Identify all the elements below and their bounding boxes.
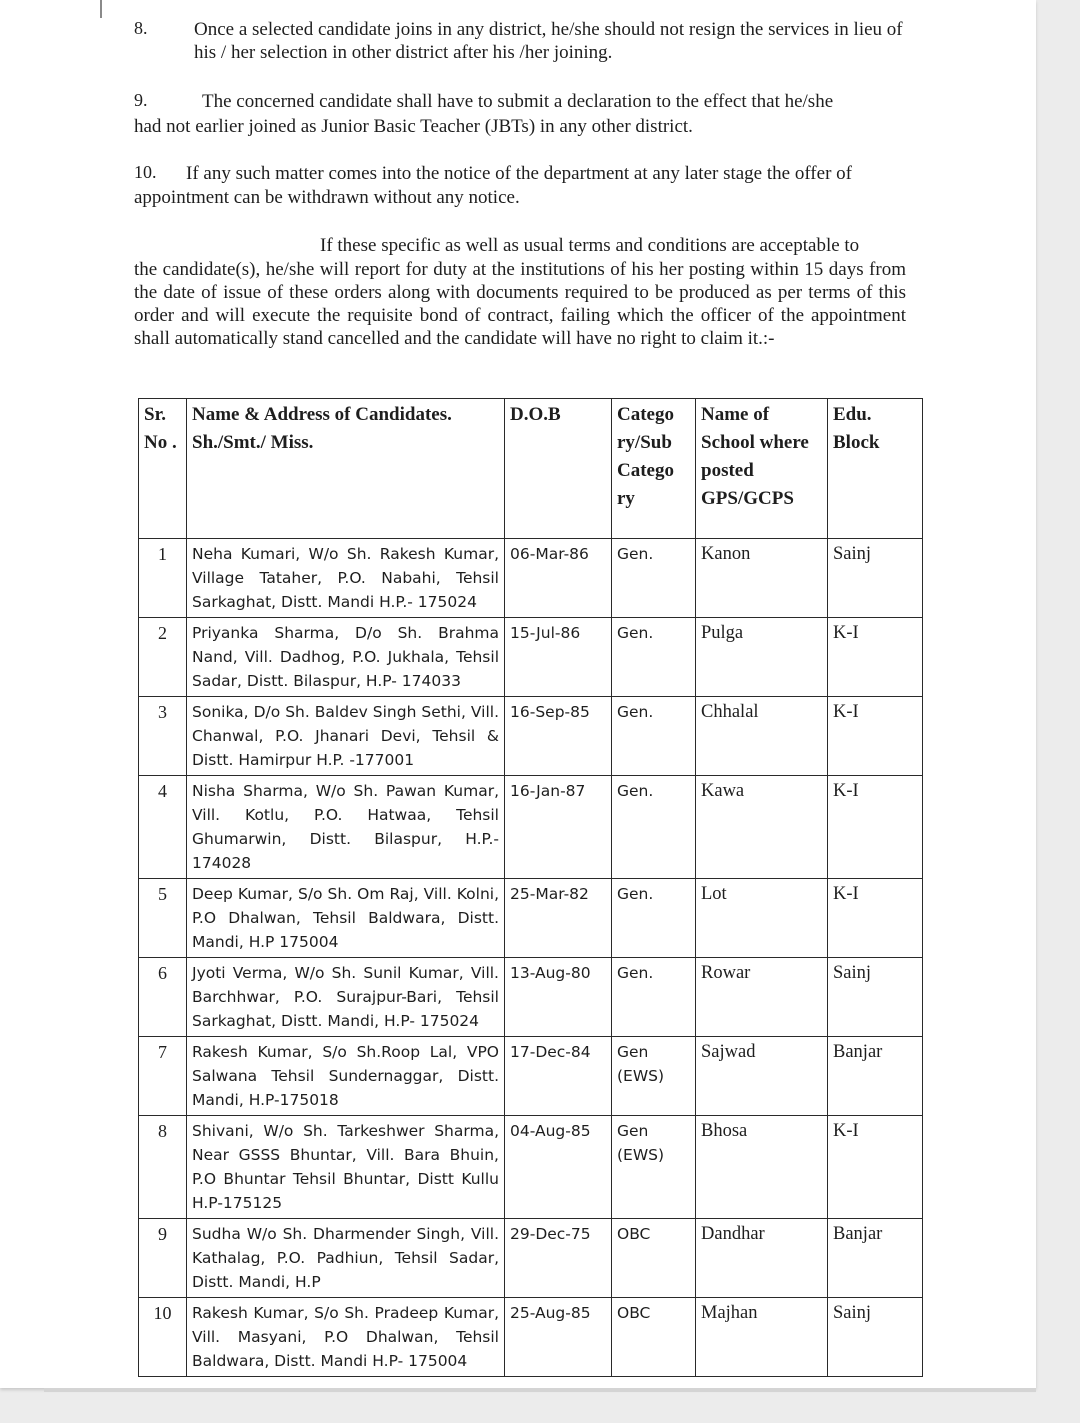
header-dob: D.O.B — [505, 399, 612, 539]
cell-edu-block: Banjar — [828, 1037, 923, 1116]
cell-dob: 29-Dec-75 — [505, 1219, 612, 1298]
cell-edu-block: K-I — [828, 776, 923, 879]
cell-sr: 2 — [139, 618, 187, 697]
cell-sr: 4 — [139, 776, 187, 879]
cell-category: Gen. — [612, 618, 696, 697]
cell-dob: 16-Jan-87 — [505, 776, 612, 879]
cell-sr: 9 — [139, 1219, 187, 1298]
cell-sr: 8 — [139, 1116, 187, 1219]
cell-category: Gen. — [612, 776, 696, 879]
cell-edu-block: K-I — [828, 697, 923, 776]
cell-dob: 16-Sep-85 — [505, 697, 612, 776]
cell-sr: 3 — [139, 697, 187, 776]
cell-name-address: Shivani, W/o Sh. Tarkeshwer Sharma, Near GSSS Bhuntar, Vill. Bara Bhuin, P.O Bhuntar Tehsil Bhuntar, Distt Kullu H.P-175125 — [187, 1116, 505, 1219]
page-crease — [100, 0, 102, 18]
table-row — [139, 1219, 923, 1298]
cell-name-address: Rakesh Kumar, S/o Sh. Pradeep Kumar, Vill. Masyani, P.O Dhalwan, Tehsil Baldwara, Distt. Mandi H.P- 175004 — [187, 1298, 505, 1377]
cell-name-address: Sonika, D/o Sh. Baldev Singh Sethi, Vill. Chanwal, P.O. Jhanari Devi, Tehsil & Distt. Hamirpur H.P. -177001 — [187, 697, 505, 776]
cell-dob: 25-Aug-85 — [505, 1298, 612, 1377]
header-school: Name of School where posted GPS/GCPS — [696, 399, 828, 539]
cell-sr: 1 — [139, 539, 187, 618]
table-row — [139, 776, 923, 879]
cell-category: Gen. — [612, 958, 696, 1037]
cell-school: Rowar — [696, 958, 828, 1037]
cell-school: Chhalal — [696, 697, 828, 776]
paragraph-10-line-2: appointment can be withdrawn without any notice. — [134, 187, 520, 208]
cell-name-address: Neha Kumari, W/o Sh. Rakesh Kumar, Village Tataher, P.O. Nabahi, Tehsil Sarkaghat, Distt. Mandi H.P.- 175024 — [187, 539, 505, 618]
conditions-body: the candidate(s), he/she will report for duty at the institutions of his her posting within 15 days from the date of issue of these orders along with documents required to be produced as per terms of this order and will execute the requisite bond of contract, failing which the officer of the appointment shall automatically stand cancelled and the candidate will have no right to claim it.:- — [134, 259, 906, 349]
cell-school: Majhan — [696, 1298, 828, 1377]
table-row — [139, 618, 923, 697]
cell-category: Gen (EWS) — [612, 1037, 696, 1116]
cell-school: Sajwad — [696, 1037, 828, 1116]
paragraph-8-text: Once a selected candidate joins in any district, he/she should not resign the services in lieu of his / her selection in other district after his /her joining. — [194, 19, 903, 63]
cell-sr: 7 — [139, 1037, 187, 1116]
cell-school: Kanon — [696, 539, 828, 618]
cell-dob: 25-Mar-82 — [505, 879, 612, 958]
table-header-row — [139, 399, 923, 539]
cell-category: OBC — [612, 1219, 696, 1298]
table-row — [139, 879, 923, 958]
paragraph-10-line-1: If any such matter comes into the notice of the department at any later stage the offer of — [186, 163, 852, 184]
cell-edu-block: Sainj — [828, 958, 923, 1037]
cell-edu-block: K-I — [828, 1116, 923, 1219]
cell-edu-block: K-I — [828, 879, 923, 958]
page-bottom-edge — [44, 1388, 1036, 1392]
header-category: Catego ry/Sub Catego ry — [612, 399, 696, 539]
cell-school: Bhosa — [696, 1116, 828, 1219]
cell-name-address: Priyanka Sharma, D/o Sh. Brahma Nand, Vill. Dadhog, P.O. Jukhala, Tehsil Sadar, Distt. Bilaspur, H.P- 174033 — [187, 618, 505, 697]
cell-dob: 13-Aug-80 — [505, 958, 612, 1037]
table-row — [139, 1116, 923, 1219]
cell-name-address: Rakesh Kumar, S/o Sh.Roop Lal, VPO Salwana Tehsil Sundernaggar, Distt. Mandi, H.P-175018 — [187, 1037, 505, 1116]
cell-dob: 04-Aug-85 — [505, 1116, 612, 1219]
paragraph-8-number: 8. — [134, 18, 148, 38]
cell-category: OBC — [612, 1298, 696, 1377]
table-row — [139, 1298, 923, 1377]
cell-edu-block: Banjar — [828, 1219, 923, 1298]
cell-sr: 5 — [139, 879, 187, 958]
cell-dob: 15-Jul-86 — [505, 618, 612, 697]
cell-school: Pulga — [696, 618, 828, 697]
cell-sr: 6 — [139, 958, 187, 1037]
paragraph-10-number: 10. — [134, 162, 157, 182]
paragraph-9-line-2: had not earlier joined as Junior Basic Teacher (JBTs) in any other district. — [134, 116, 693, 137]
cell-school: Dandhar — [696, 1219, 828, 1298]
paragraph-9-line-1: The concerned candidate shall have to submit a declaration to the effect that he/she — [202, 91, 834, 112]
table-row — [139, 697, 923, 776]
cell-school: Lot — [696, 879, 828, 958]
cell-edu-block: Sainj — [828, 539, 923, 618]
cell-sr: 10 — [139, 1298, 187, 1377]
cell-edu-block: K-I — [828, 618, 923, 697]
candidates-table — [138, 398, 923, 1377]
table-row — [139, 1037, 923, 1116]
cell-name-address: Deep Kumar, S/o Sh. Om Raj, Vill. Kolni, P.O Dhalwan, Tehsil Baldwara, Distt. Mandi, H.P 175004 — [187, 879, 505, 958]
cell-name-address: Nisha Sharma, W/o Sh. Pawan Kumar, Vill. Kotlu, P.O. Hatwaa, Tehsil Ghumarwin, Distt. Bilaspur, H.P.- 174028 — [187, 776, 505, 879]
paragraph-9-number: 9. — [134, 90, 148, 110]
cell-category: Gen. — [612, 879, 696, 958]
cell-category: Gen. — [612, 539, 696, 618]
cell-category: Gen. — [612, 697, 696, 776]
cell-edu-block: Sainj — [828, 1298, 923, 1377]
cell-name-address: Sudha W/o Sh. Dharmender Singh, Vill. Kathalag, P.O. Padhiun, Tehsil Sadar, Distt. Mandi, H.P — [187, 1219, 505, 1298]
table-row — [139, 958, 923, 1037]
header-edu-block: Edu. Block — [828, 399, 923, 539]
header-sr-no: Sr. No . — [139, 399, 187, 539]
table-row — [139, 539, 923, 618]
header-name-address: Name & Address of Candidates. Sh./Smt./ Miss. — [187, 399, 505, 539]
cell-school: Kawa — [696, 776, 828, 879]
cell-category: Gen (EWS) — [612, 1116, 696, 1219]
cell-dob: 06-Mar-86 — [505, 539, 612, 618]
cell-name-address: Jyoti Verma, W/o Sh. Sunil Kumar, Vill. Barchhwar, P.O. Surajpur-Bari, Tehsil Sarkaghat, Distt. Mandi, H.P- 175024 — [187, 958, 505, 1037]
cell-dob: 17-Dec-84 — [505, 1037, 612, 1116]
conditions-first-line: If these specific as well as usual terms and conditions are acceptable to — [320, 235, 860, 256]
